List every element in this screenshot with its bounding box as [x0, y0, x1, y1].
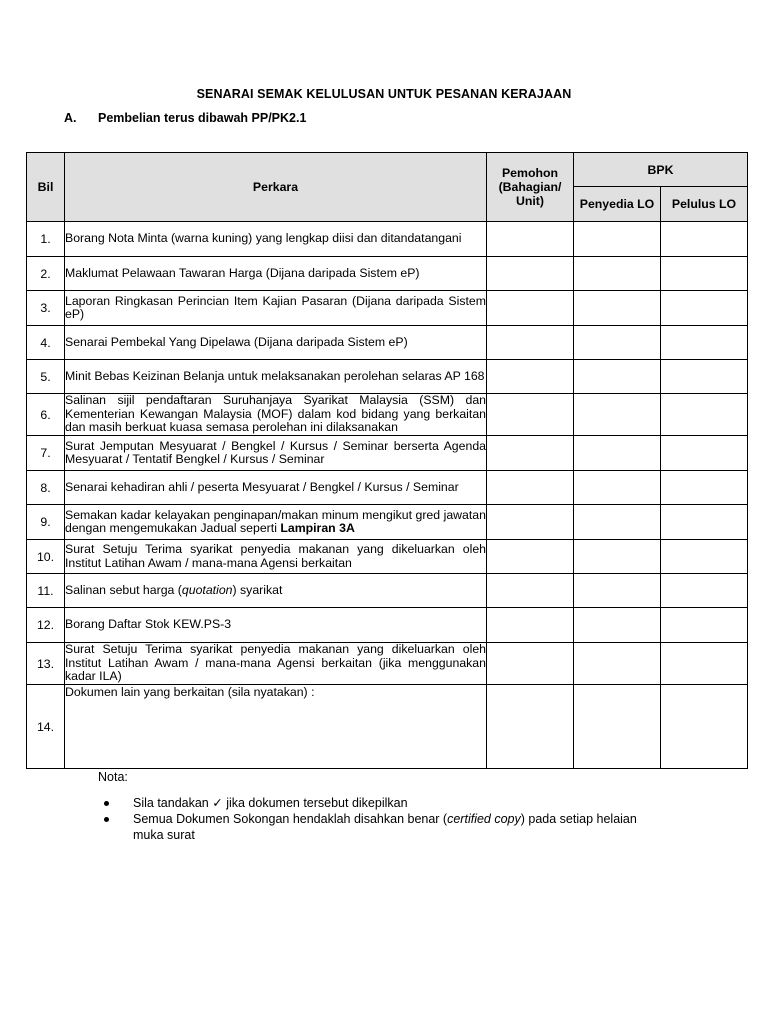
row-number: 4. — [27, 326, 65, 360]
note-text: Semua Dokumen Sokongan hendaklah disahkan benar ( — [133, 812, 448, 826]
header-bil: Bil — [27, 153, 65, 222]
row-number: 12. — [27, 608, 65, 643]
row-description-text: Salinan sebut harga ( — [65, 582, 182, 597]
penyedia-check-cell[interactable] — [574, 222, 661, 257]
penyedia-check-cell[interactable] — [574, 326, 661, 360]
penyedia-check-cell[interactable] — [574, 394, 661, 436]
row-description: Minit Bebas Keizinan Belanja untuk melaksanakan perolehan selaras AP 168 — [65, 360, 487, 394]
penyedia-check-cell[interactable] — [574, 471, 661, 505]
pemohon-check-cell[interactable] — [487, 360, 574, 394]
row-description — [65, 574, 487, 608]
pemohon-check-cell[interactable] — [487, 643, 574, 685]
row-number: 11. — [27, 574, 65, 608]
pelulus-check-cell[interactable] — [661, 291, 748, 326]
note-text: jika dokumen tersebut dikepilkan — [222, 796, 408, 810]
list-item — [104, 795, 664, 811]
bullet-icon — [104, 817, 109, 822]
row-number: 8. — [27, 471, 65, 505]
penyedia-check-cell[interactable] — [574, 291, 661, 326]
pelulus-check-cell[interactable] — [661, 685, 748, 769]
bullet-icon — [104, 801, 109, 806]
row-number: 6. — [27, 394, 65, 436]
pelulus-check-cell[interactable] — [661, 505, 748, 540]
pelulus-check-cell[interactable] — [661, 257, 748, 291]
note-text: Sila tandakan — [133, 796, 213, 810]
certified-copy-term: certified copy — [447, 812, 521, 826]
nota-label: Nota: — [98, 770, 128, 784]
pelulus-check-cell[interactable] — [661, 608, 748, 643]
pelulus-check-cell[interactable] — [661, 540, 748, 574]
row-description: Surat Jemputan Mesyuarat / Bengkel / Kursus / Seminar berserta Agenda Mesyuarat / Tentatif Bengkel / Kursus / Seminar — [65, 436, 487, 471]
table-row — [27, 505, 748, 540]
row-description: Borang Daftar Stok KEW.PS-3 — [65, 608, 487, 643]
row-number: 10. — [27, 540, 65, 574]
header-pelulus-lo: Pelulus LO — [661, 187, 748, 222]
penyedia-check-cell[interactable] — [574, 360, 661, 394]
row-description-text: Semakan kadar kelayakan penginapan/makan minum mengikut gred jawatan dengan mengemukakan Jadual seperti — [65, 507, 486, 535]
section-letter: A. — [64, 111, 77, 125]
section-text: Pembelian terus dibawah PP/PK2.1 — [98, 111, 307, 125]
row-description: Surat Setuju Terima syarikat penyedia makanan yang dikeluarkan oleh Institut Latihan Awam / mana-mana Agensi berkaitan (jika menggunakan kadar ILA) — [65, 642, 486, 684]
pelulus-check-cell[interactable] — [661, 326, 748, 360]
table-row — [27, 394, 748, 436]
row-number: 3. — [27, 291, 65, 326]
quotation-term: quotation — [181, 582, 233, 597]
penyedia-check-cell[interactable] — [574, 257, 661, 291]
header-pemohon: Pemohon (Bahagian/ Unit) — [487, 153, 574, 222]
row-description: Borang Nota Minta (warna kuning) yang lengkap diisi dan ditandatangani — [65, 222, 487, 257]
section-heading — [64, 111, 306, 125]
table-row — [27, 608, 748, 643]
row-description: Maklumat Pelawaan Tawaran Harga (Dijana daripada Sistem eP) — [65, 257, 487, 291]
pemohon-check-cell[interactable] — [487, 540, 574, 574]
table-row — [27, 643, 748, 685]
row-number: 9. — [27, 505, 65, 540]
header-penyedia-lo: Penyedia LO — [574, 187, 661, 222]
pemohon-check-cell[interactable] — [487, 257, 574, 291]
penyedia-check-cell[interactable] — [574, 685, 661, 769]
pelulus-check-cell[interactable] — [661, 643, 748, 685]
pemohon-check-cell[interactable] — [487, 574, 574, 608]
row-description: Laporan Ringkasan Perincian Item Kajian Pasaran (Dijana daripada Sistem eP) — [65, 291, 487, 326]
pelulus-check-cell[interactable] — [661, 394, 748, 436]
checkmark-icon: ✓ — [212, 796, 223, 810]
pemohon-check-cell[interactable] — [487, 685, 574, 769]
row-number: 13. — [27, 643, 65, 685]
penyedia-check-cell[interactable] — [574, 574, 661, 608]
table-row — [27, 436, 748, 471]
row-description: Dokumen lain yang berkaitan (sila nyatakan) : — [65, 685, 487, 769]
table-row — [27, 326, 748, 360]
pemohon-check-cell[interactable] — [487, 291, 574, 326]
penyedia-check-cell[interactable] — [574, 540, 661, 574]
penyedia-check-cell[interactable] — [574, 643, 661, 685]
pemohon-check-cell[interactable] — [487, 222, 574, 257]
pelulus-check-cell[interactable] — [661, 360, 748, 394]
row-description: Surat Setuju Terima syarikat penyedia makanan yang dikeluarkan oleh Institut Latihan Awam / mana-mana Agensi berkaitan — [65, 540, 487, 574]
table-row — [27, 685, 748, 769]
penyedia-check-cell[interactable] — [574, 436, 661, 471]
page-title: SENARAI SEMAK KELULUSAN UNTUK PESANAN KERAJAAN — [196, 87, 572, 101]
list-item — [104, 811, 664, 843]
header-bpk: BPK — [574, 153, 748, 187]
pemohon-check-cell[interactable] — [487, 505, 574, 540]
table-row — [27, 360, 748, 394]
header-perkara: Perkara — [65, 153, 487, 222]
table-row — [27, 540, 748, 574]
table-row — [27, 471, 748, 505]
table-row — [27, 291, 748, 326]
row-number: 14. — [27, 685, 65, 769]
note-text: ) pada setiap helaian muka surat — [133, 812, 637, 842]
row-description: Senarai kehadiran ahli / peserta Mesyuarat / Bengkel / Kursus / Seminar — [65, 471, 487, 505]
nota-list — [104, 795, 664, 843]
table-row — [27, 222, 748, 257]
row-number: 7. — [27, 436, 65, 471]
penyedia-check-cell[interactable] — [574, 608, 661, 643]
pemohon-check-cell[interactable] — [487, 608, 574, 643]
pelulus-check-cell[interactable] — [661, 436, 748, 471]
penyedia-check-cell[interactable] — [574, 505, 661, 540]
pelulus-check-cell[interactable] — [661, 471, 748, 505]
table-row — [27, 257, 748, 291]
checklist-table — [26, 152, 748, 769]
pemohon-check-cell[interactable] — [487, 394, 574, 436]
row-description — [65, 505, 487, 540]
pemohon-check-cell[interactable] — [487, 436, 574, 471]
row-number: 5. — [27, 360, 65, 394]
pemohon-check-cell[interactable] — [487, 326, 574, 360]
pelulus-check-cell[interactable] — [661, 574, 748, 608]
row-description-text: ) syarikat — [232, 582, 283, 597]
row-description: Senarai Pembekal Yang Dipelawa (Dijana daripada Sistem eP) — [65, 326, 487, 360]
table-row — [27, 574, 748, 608]
pelulus-check-cell[interactable] — [661, 222, 748, 257]
row-description: Salinan sijil pendaftaran Suruhanjaya Syarikat Malaysia (SSM) dan Kementerian Kewangan Malaysia (MOF) dalam kod bidang yang berkaitan dan masih berkuat kuasa semasa perolehan ini dilaksanakan — [65, 393, 486, 435]
pemohon-check-cell[interactable] — [487, 471, 574, 505]
row-number: 1. — [27, 222, 65, 257]
row-number: 2. — [27, 257, 65, 291]
lampiran-reference: Lampiran 3A — [280, 521, 355, 535]
